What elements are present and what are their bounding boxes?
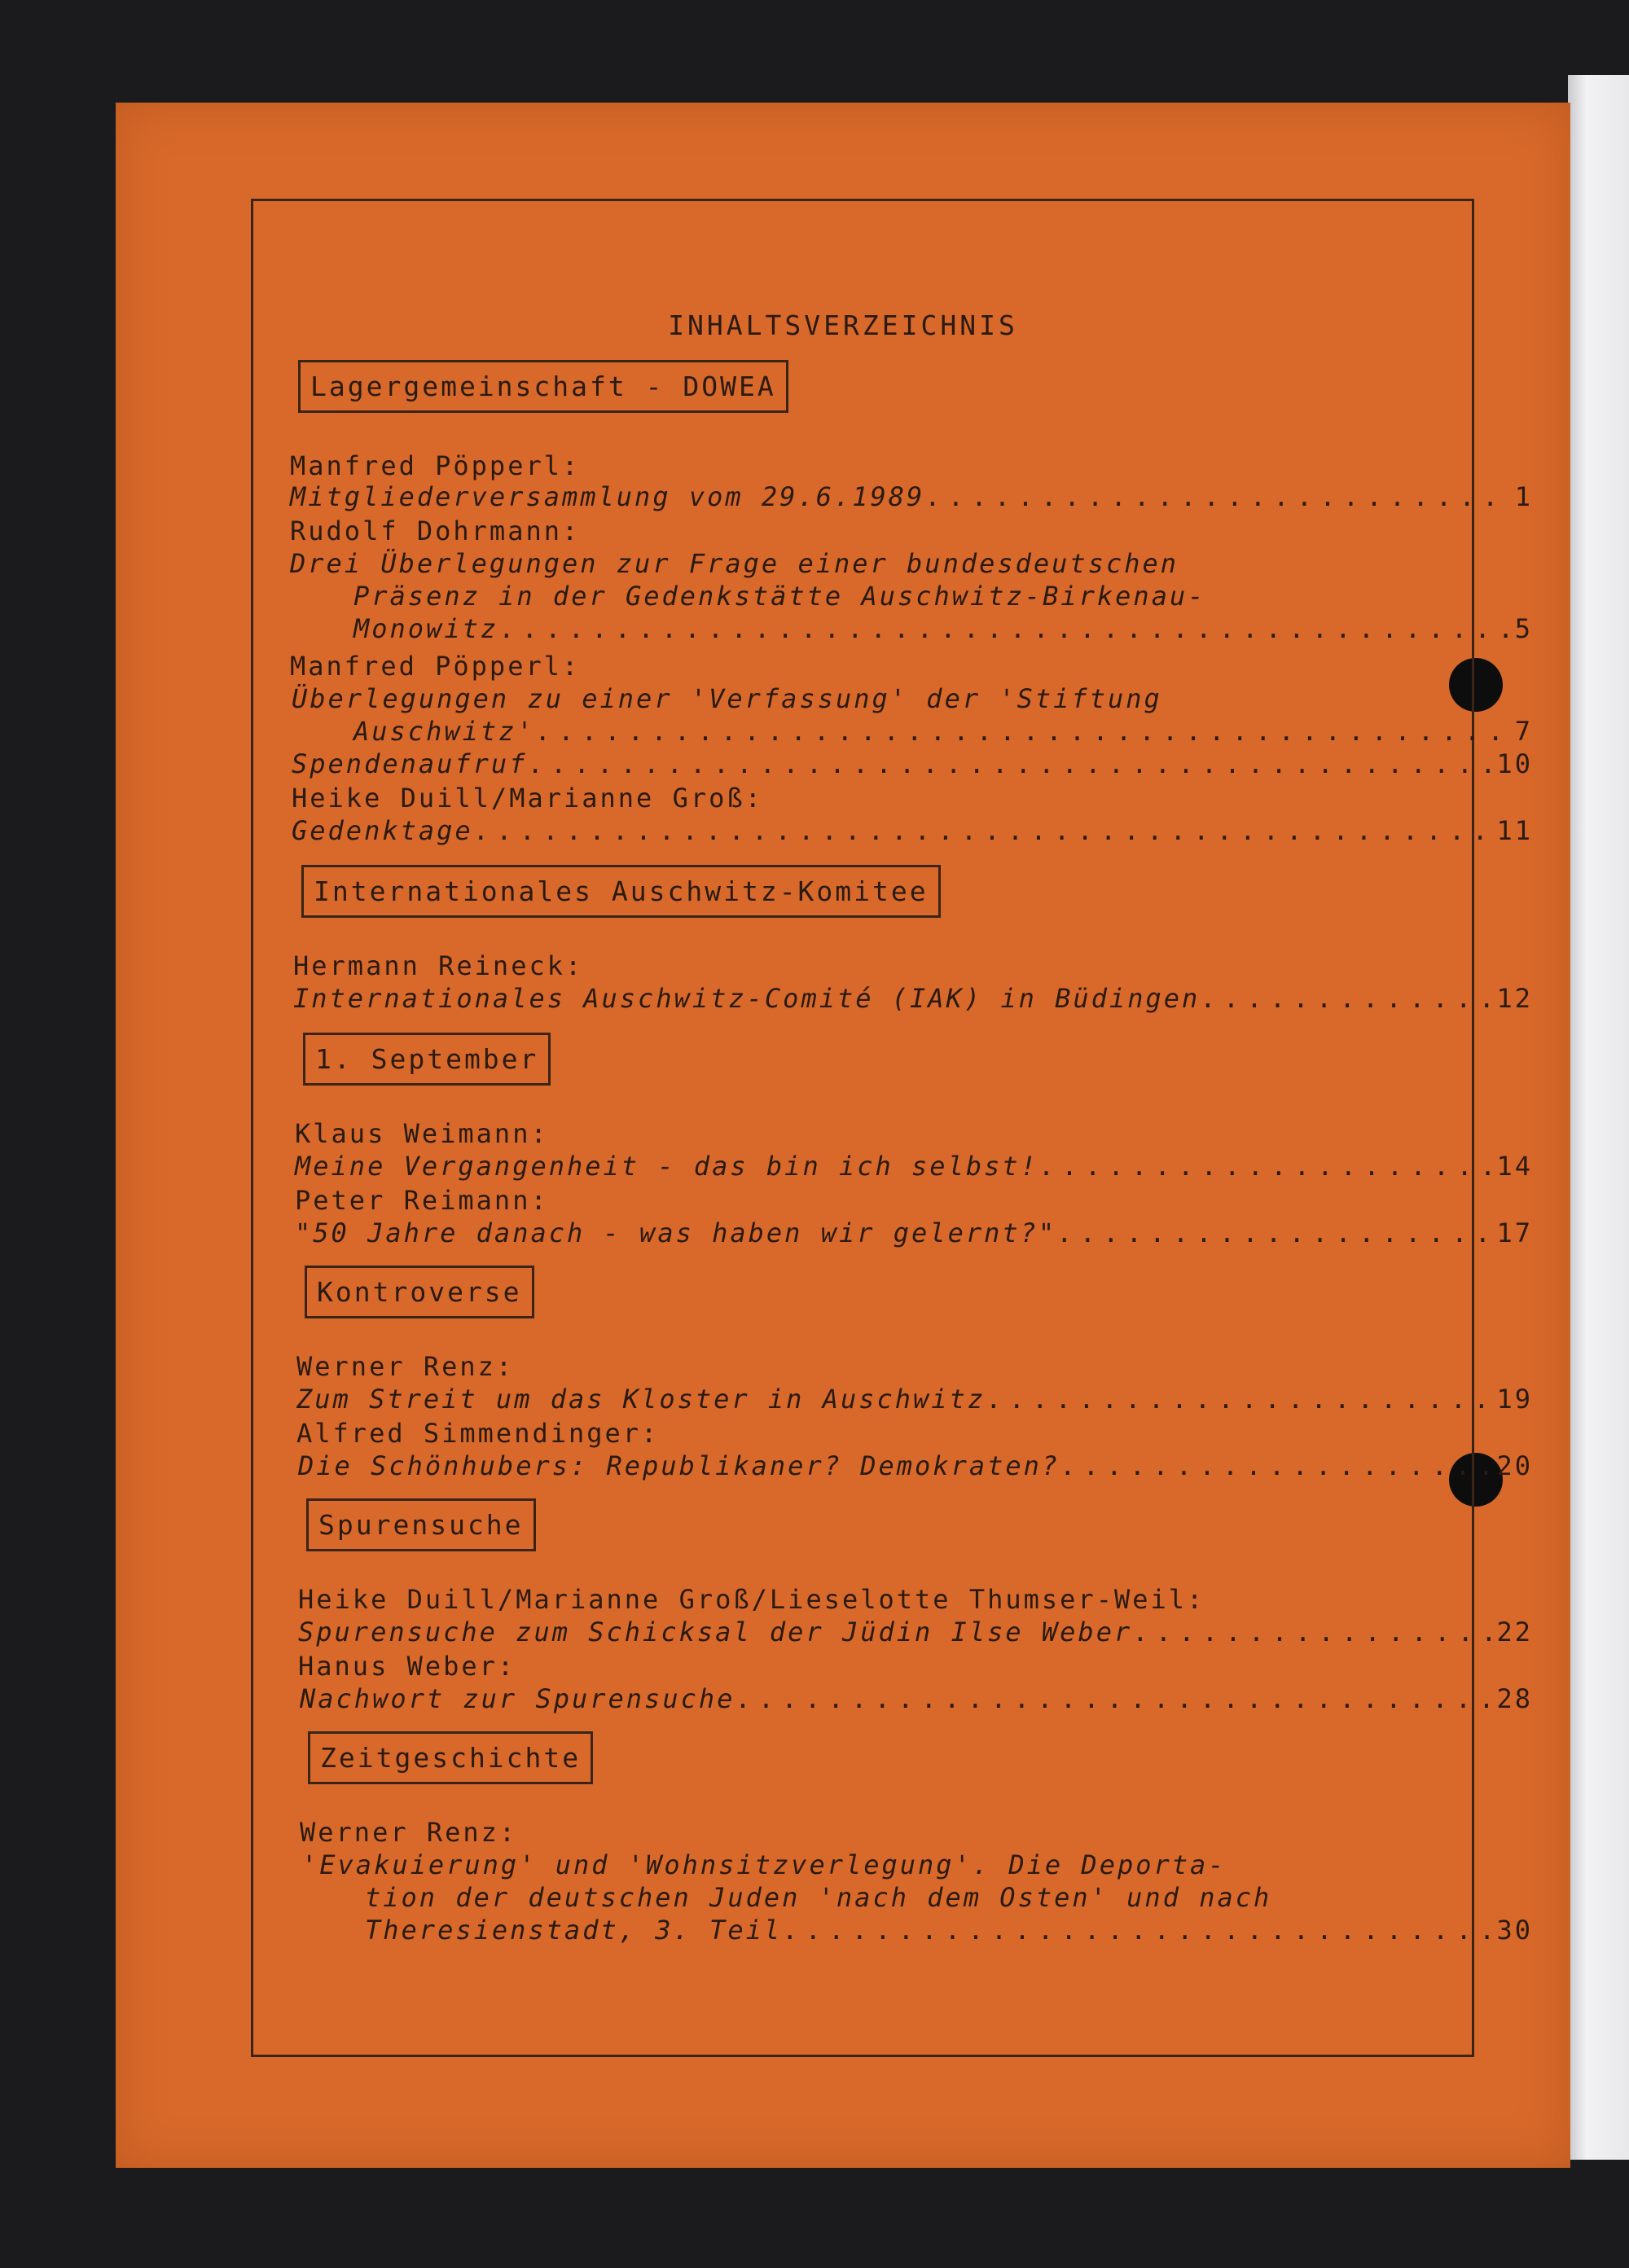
page-number: 19 xyxy=(1496,1384,1533,1415)
leader-dots xyxy=(1060,1450,1493,1482)
toc-entry xyxy=(292,748,1533,780)
section-1-september: 1. September xyxy=(303,1033,551,1086)
leader-dots xyxy=(1056,1217,1493,1249)
entry-title: Gedenktage xyxy=(292,815,473,846)
entry-title: Die Schönhubers: Republikaner? Demokraten? xyxy=(298,1450,1060,1481)
page-number: 20 xyxy=(1496,1450,1533,1481)
entry-title: 'Evakuierung' und 'Wohnsitzverlegung'. Die Deporta- xyxy=(301,1849,1227,1880)
entry-title: Internationales Auschwitz-Comité (IAK) in Büdingen xyxy=(293,983,1201,1014)
section-spurensuche: Spurensuche xyxy=(306,1498,536,1551)
toc-entry xyxy=(290,480,1533,513)
entry-title: Spendenaufruf xyxy=(292,748,528,779)
toc-entry xyxy=(365,1914,1533,1946)
toc-entry xyxy=(300,1682,1533,1715)
entry-author: Rudolf Dohrmann: xyxy=(290,515,581,546)
entry-title-cont: Monowitz xyxy=(353,613,499,644)
leader-dots xyxy=(782,1914,1493,1946)
entry-title: Spurensuche zum Schicksal der Jüdin Ilse Weber xyxy=(298,1617,1133,1647)
toc-entry xyxy=(353,715,1533,748)
toc-entry xyxy=(292,814,1533,847)
leader-dots xyxy=(498,612,1512,645)
toc-entry xyxy=(353,612,1533,645)
entry-title-cont: Auschwitz' xyxy=(353,716,535,747)
leader-dots xyxy=(535,715,1512,748)
entry-title-cont: tion der deutschen Juden 'nach dem Osten' und nach xyxy=(365,1882,1272,1913)
leader-dots xyxy=(986,1383,1493,1415)
section-internationales-auschwitz-komitee: Internationales Auschwitz-Komitee xyxy=(301,865,941,918)
toc-entry xyxy=(295,1150,1533,1182)
entry-author: Heike Duill/Marianne Groß/Lieselotte Thumser-Weil: xyxy=(298,1584,1205,1615)
page-title: INHALTSVERZEICHNIS xyxy=(668,309,1018,341)
entry-title: Mitgliederversammlung vom 29.6.1989 xyxy=(290,481,925,512)
entry-author: Manfred Pöpperl: xyxy=(290,450,581,481)
entry-author: Heike Duill/Marianne Groß: xyxy=(292,783,763,814)
entry-author: Hermann Reineck: xyxy=(293,950,584,981)
leader-dots xyxy=(1200,982,1493,1015)
table-of-contents xyxy=(116,103,1570,2168)
page-number: 11 xyxy=(1496,815,1533,846)
leader-dots xyxy=(735,1682,1493,1715)
entry-title: "50 Jahre danach - was haben wir gelernt?" xyxy=(295,1217,1057,1248)
toc-entry xyxy=(296,1383,1533,1415)
page-number: 30 xyxy=(1496,1915,1533,1946)
page-number: 5 xyxy=(1514,613,1533,644)
page-number: 12 xyxy=(1496,983,1533,1014)
page-number: 1 xyxy=(1514,481,1533,512)
entry-author: Manfred Pöpperl: xyxy=(290,651,581,682)
leader-dots xyxy=(527,748,1493,780)
page-number: 17 xyxy=(1496,1217,1533,1248)
toc-entry xyxy=(295,1217,1533,1249)
entry-author: Werner Renz: xyxy=(300,1817,518,1848)
section-kontroverse: Kontroverse xyxy=(305,1266,534,1318)
page-number: 22 xyxy=(1496,1617,1533,1647)
leader-dots xyxy=(1038,1150,1494,1182)
entry-title: Überlegungen zu einer 'Verfassung' der 'Stiftung xyxy=(292,683,1162,714)
entry-title-cont: Präsenz in der Gedenkstätte Auschwitz-Birkenau- xyxy=(353,581,1206,612)
entry-title: Zum Streit um das Kloster in Auschwitz xyxy=(296,1384,986,1415)
toc-entry xyxy=(293,982,1533,1015)
leader-dots xyxy=(1132,1616,1493,1648)
entry-author: Werner Renz: xyxy=(296,1351,515,1382)
toc-entry xyxy=(298,1616,1533,1648)
section-zeitgeschichte: Zeitgeschichte xyxy=(308,1731,593,1784)
next-page-edge xyxy=(1568,75,1629,2160)
entry-title-cont: Theresienstadt, 3. Teil xyxy=(365,1915,783,1946)
entry-author: Peter Reimann: xyxy=(295,1185,549,1216)
leader-dots xyxy=(473,814,1494,847)
page-number: 10 xyxy=(1496,748,1533,779)
leader-dots xyxy=(924,480,1511,513)
page-number: 28 xyxy=(1496,1683,1533,1714)
entry-author: Hanus Weber: xyxy=(298,1651,516,1682)
entry-title: Drei Überlegungen zur Frage einer bundesdeutschen xyxy=(290,548,1179,579)
page-number: 7 xyxy=(1514,716,1533,747)
entry-author: Alfred Simmendinger: xyxy=(296,1418,660,1449)
section-lagergemeinschaft: Lagergemeinschaft - DOWEA xyxy=(298,360,788,413)
entry-title: Meine Vergangenheit - das bin ich selbst! xyxy=(295,1151,1038,1182)
document-page xyxy=(116,103,1570,2168)
entry-title: Nachwort zur Spurensuche xyxy=(300,1683,735,1714)
page-number: 14 xyxy=(1496,1151,1533,1182)
entry-author: Klaus Weimann: xyxy=(295,1118,549,1149)
toc-entry xyxy=(298,1450,1533,1482)
